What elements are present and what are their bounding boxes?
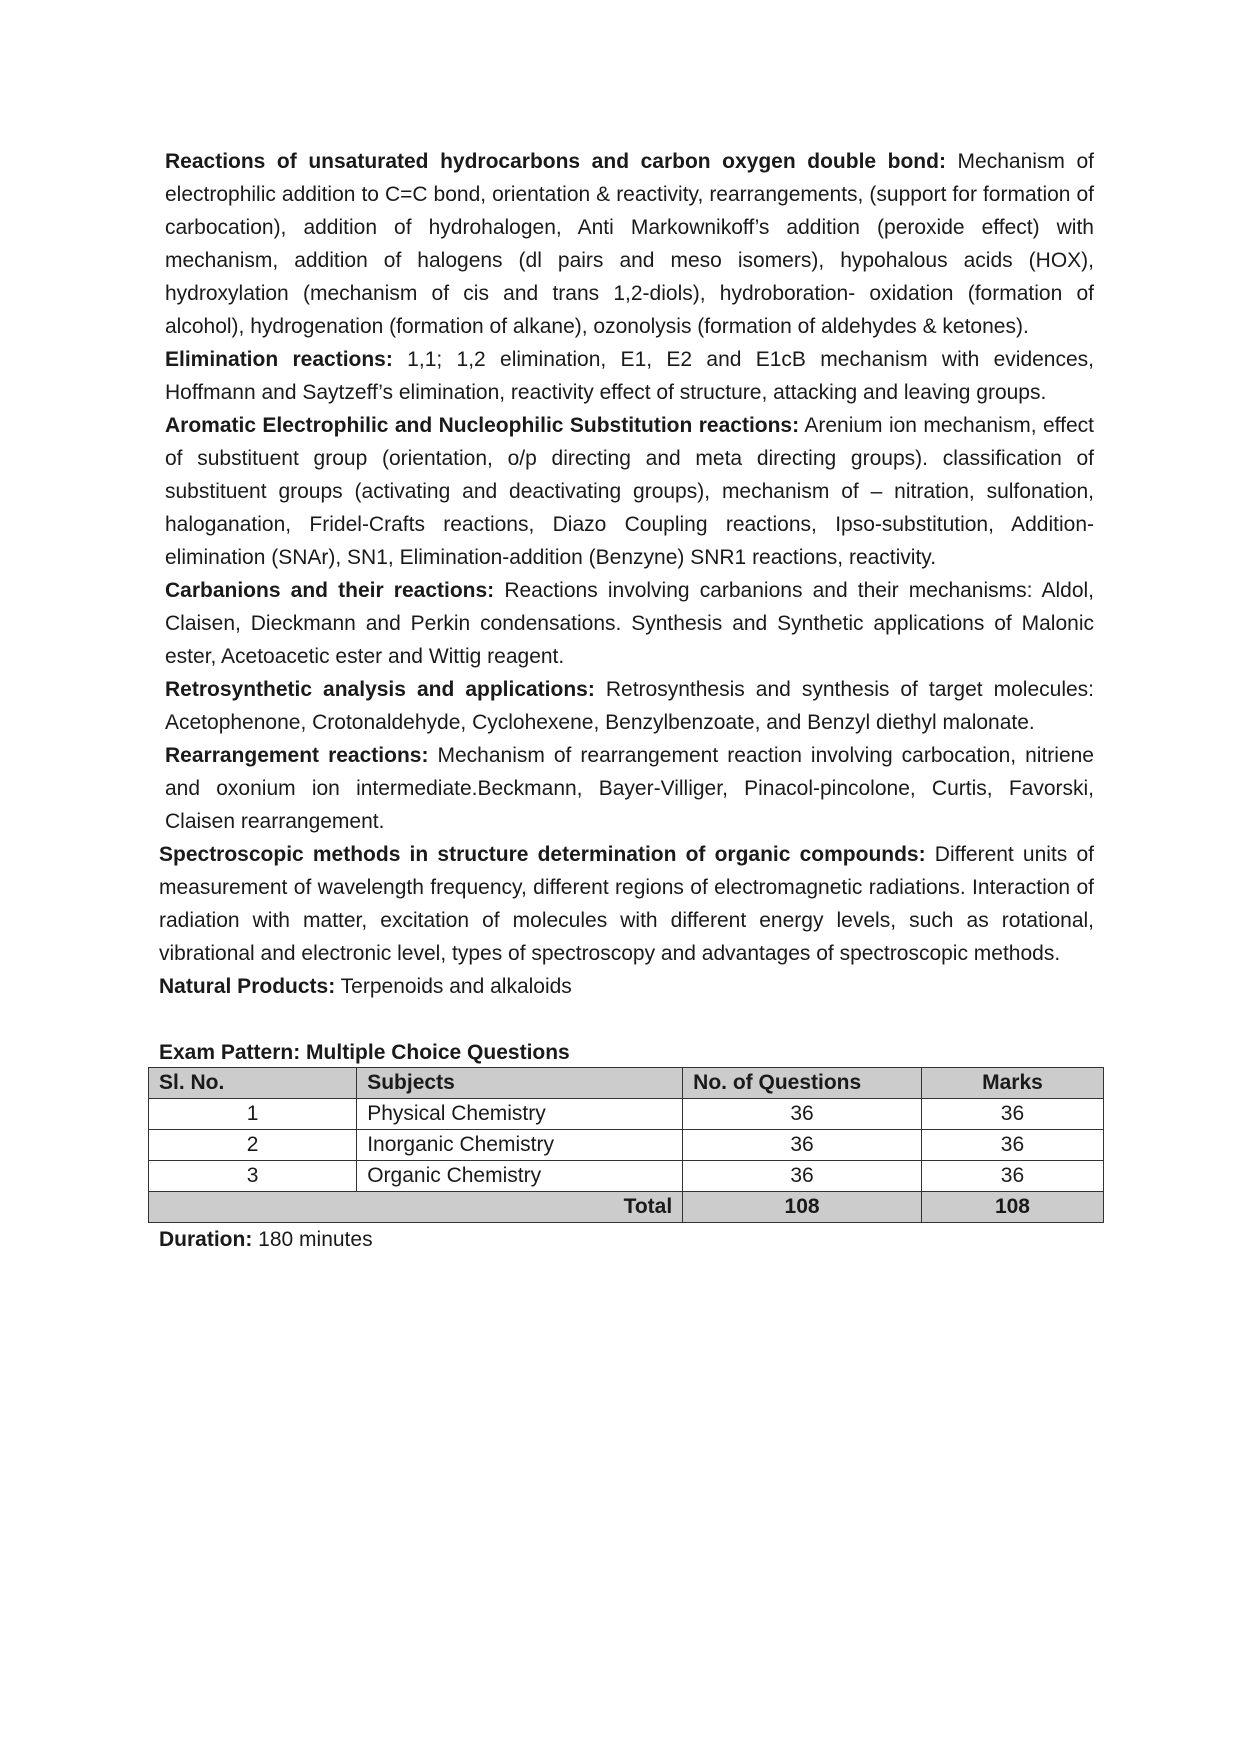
section-heading: Spectroscopic methods in structure determination of organic compounds: [159,843,926,866]
header-subjects: Subjects [357,1068,683,1099]
section-heading: Rearrangement reactions: [165,744,429,767]
exam-duration [159,1225,1094,1255]
total-marks: 108 [921,1192,1103,1223]
section-text: Reactions involving carbanions and their mechanisms: Aldol, Claisen, Dieckmann and Perkin condensations. Synthesis and Synthetic applications of Malonic ester, Acetoacetic ester and Wittig reagent. [165,579,1094,668]
header-no-of-questions: No. of Questions [683,1068,922,1099]
table-total-row [149,1192,1104,1223]
section-rearrangement-reactions [159,739,1094,838]
cell-subject: Physical Chemistry [357,1099,683,1130]
section-text: Mechanism of rearrangement reaction involving carbocation, nitriene and oxonium ion intermediate.Beckmann, Bayer-Villiger, Pinacol-pincolone, Curtis, Favorski, Claisen rearrangement. [165,744,1094,833]
section-text: Arenium ion mechanism, effect of substituent group (orientation, o/p directing and meta directing groups). classification of substituent groups (activating and deactivating groups), mechanism of – nitration, sulfonation, haloganation, Fridel-Crafts reactions, Diazo Coupling reactions, Ipso-substitution, Addition-elimination (SNAr), SN1, Elimination-addition (Benzyne) SNR1 reactions, reactivity. [165,414,1094,569]
cell-sl-no: 2 [149,1130,357,1161]
section-spectroscopic-methods [159,838,1094,970]
table-row [149,1099,1104,1130]
section-carbanions [159,574,1094,673]
section-text: 1,1; 1,2 elimination, E1, E2 and E1cB mechanism with evidences, Hoffmann and Saytzeff’s elimination, reactivity effect of structure, attacking and leaving groups. [165,348,1094,404]
cell-marks: 36 [921,1130,1103,1161]
header-sl-no: Sl. No. [149,1068,357,1099]
total-label: Total [149,1192,683,1223]
table-row [149,1161,1104,1192]
section-elimination-reactions [159,343,1094,409]
section-heading: Elimination reactions: [165,348,393,371]
cell-subject: Organic Chemistry [357,1161,683,1192]
section-retrosynthetic-analysis [159,673,1094,739]
cell-marks: 36 [921,1161,1103,1192]
exam-pattern-table [148,1067,1104,1223]
cell-subject: Inorganic Chemistry [357,1130,683,1161]
total-questions: 108 [683,1192,922,1223]
cell-marks: 36 [921,1099,1103,1130]
section-text: Terpenoids and alkaloids [335,975,572,998]
section-text: Different units of measurement of wavelength frequency, different regions of electromagnetic radiations. Interaction of radiation with matter, excitation of molecules with different energy levels, such as rotational, vibrational and electronic level, types of spectroscopy and advantages of spectroscopic methods. [159,843,1094,965]
table-header-row [149,1068,1104,1099]
duration-label: Duration: [159,1228,253,1251]
section-heading: Retrosynthetic analysis and applications: [165,678,595,701]
section-heading: Reactions of unsaturated hydrocarbons and carbon oxygen double bond: [165,150,946,173]
cell-sl-no: 3 [149,1161,357,1192]
section-aromatic-substitution [159,409,1094,574]
section-heading: Natural Products: [159,975,336,998]
table-row [149,1130,1104,1161]
duration-value: 180 minutes [252,1228,373,1251]
cell-questions: 36 [683,1130,922,1161]
section-unsaturated-hydrocarbons [159,145,1094,343]
document-page [159,145,1094,1255]
cell-questions: 36 [683,1161,922,1192]
header-marks: Marks [921,1068,1103,1099]
exam-pattern-title: Exam Pattern: Multiple Choice Questions [159,1041,570,1064]
cell-questions: 36 [683,1099,922,1130]
cell-sl-no: 1 [149,1099,357,1130]
section-heading: Aromatic Electrophilic and Nucleophilic Substitution reactions: [165,414,800,437]
section-text: Mechanism of electrophilic addition to C=C bond, orientation & reactivity, rearrangements, (support for formation of carbocation), addition of hydrohalogen, Anti Markownikoff’s addition (peroxide effect) with mechanism, addition of halogens (dl pairs and meso isomers), hypohalous acids (HOX), hydroxylation (mechanism of cis and trans 1,2-diols), hydroboration- oxidation (formation of alcohol), hydrogenation (formation of alkane), ozonolysis (formation of aldehydes & ketones). [165,150,1094,338]
section-natural-products [159,970,1094,1003]
section-heading: Carbanions and their reactions: [165,579,495,602]
section-text: Retrosynthesis and synthesis of target molecules: Acetophenone, Crotonaldehyde, Cyclohexene, Benzylbenzoate, and Benzyl diethyl malonate. [165,678,1095,734]
